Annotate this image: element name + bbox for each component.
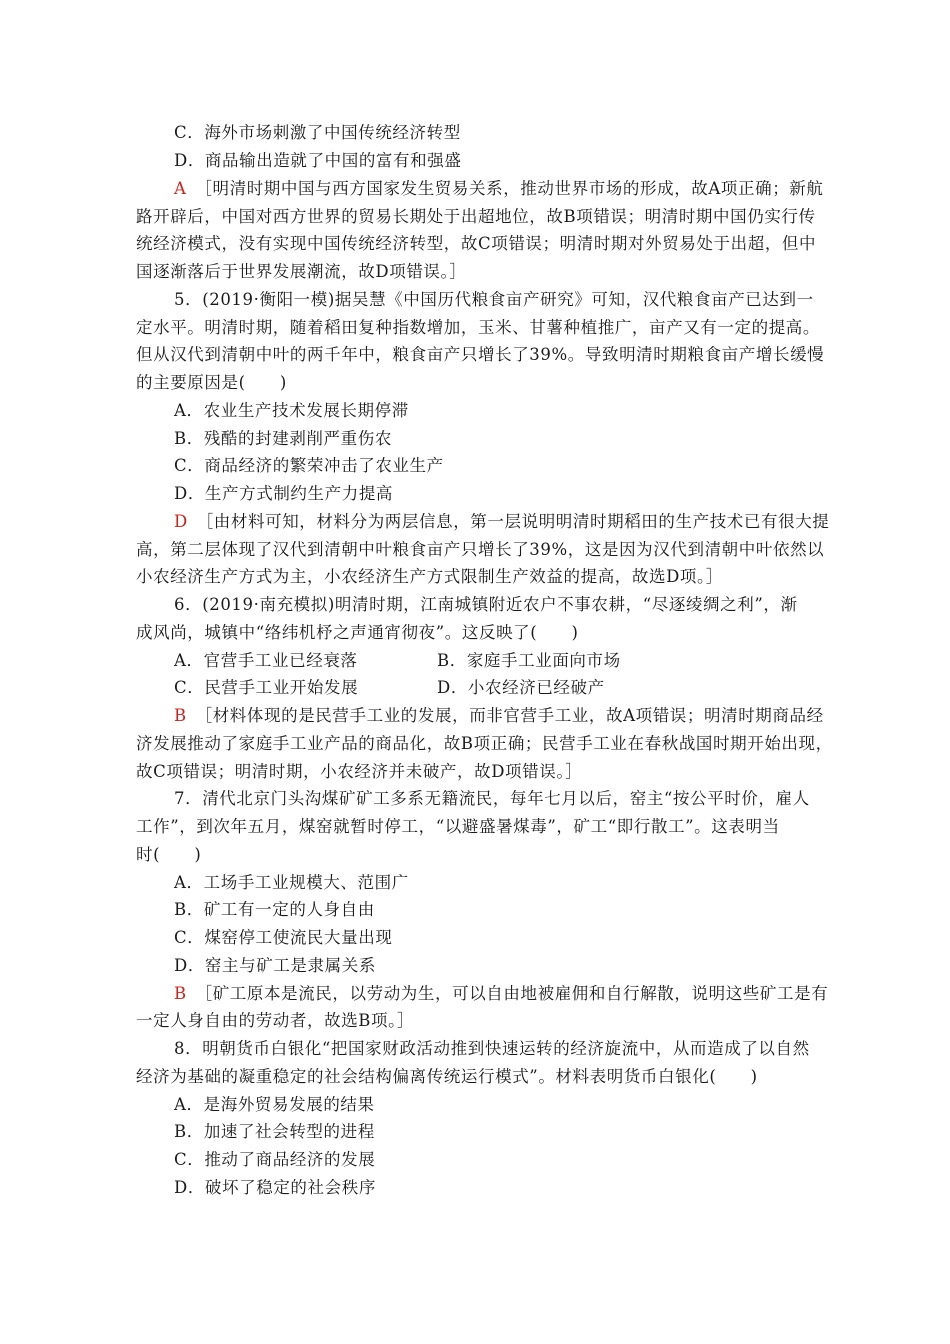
q8-option-b: B．加速了社会转型的进程 [174, 1122, 375, 1141]
q8-option-d: D．破坏了稳定的社会秩序 [174, 1178, 376, 1197]
q7-explanation-line: 一定人身自由的劳动者，故选B项。］ [136, 1011, 415, 1030]
q4-explanation-text: ［明清时期中国与西方国家发生贸易关系，推动世界市场的形成，故A项正确；新航 [203, 179, 824, 198]
q5-explanation-line: 小农经济生产方式为主，小农经济生产方式限制生产效益的提高，故选D项。］ [136, 567, 723, 586]
q7-answer: B [174, 984, 187, 1003]
q7-explanation-line [174, 984, 829, 1004]
q7-explanation-text: ［矿工原本是流民，以劳动为生，可以自由地被雇佣和自行解散，说明这些矿工是有 [203, 984, 829, 1003]
q8-option-c: C．推动了商品经济的发展 [174, 1150, 376, 1169]
q7-option-a: A．工场手工业规模大、范围广 [174, 873, 409, 892]
q5-option-d: D．生产方式制约生产力提高 [174, 484, 394, 503]
q6-stem-line: 成风尚，城镇中“络纬机杼之声通宵彻夜”。这反映了( ) [136, 623, 579, 642]
q6-explanation-line: 济发展推动了家庭手工业产品的商品化，故B项正确；民营手工业在春秋战国时期开始出现， [136, 734, 833, 753]
q5-option-c: C．商品经济的繁荣冲击了农业生产 [174, 456, 444, 475]
q7-option-d: D．窑主与矿工是隶属关系 [174, 956, 376, 975]
q6-options-row [174, 651, 816, 671]
q4-explanation-line [174, 179, 824, 199]
q6-options-row [174, 678, 816, 698]
q6-option-b: B．家庭手工业面向市场 [437, 651, 621, 670]
q6-option-a: A．官营手工业已经衰落 [174, 651, 358, 670]
q7-stem-line: 7．清代北京门头沟煤矿矿工多系无籍流民，每年七月以后，窑主“按公平时价，雇人 [174, 789, 810, 808]
q5-explanation-text: ［由材料可知，材料分为两层信息，第一层说明明清时期稻田的生产技术已有很大提 [204, 512, 830, 531]
q6-explanation-line [174, 706, 824, 726]
q5-explanation-line [174, 512, 830, 532]
q6-option-d: D．小农经济已经破产 [437, 678, 605, 697]
q4-explanation-line: 国逐渐落后于世界发展潮流，故D项错误。］ [136, 262, 467, 281]
q4-option-d: D．商品输出造就了中国的富有和强盛 [174, 151, 462, 170]
q5-stem-line: 定水平。明清时期，随着稻田复种指数增加，玉米、甘薯种植推广，亩产又有一定的提高。 [136, 318, 820, 337]
q6-option-c: C．民营手工业开始发展 [174, 678, 359, 697]
q8-stem-line: 经济为基础的凝重稳定的社会结构偏离传统运行模式”。材料表明货币白银化( ) [136, 1067, 758, 1086]
q6-answer: B [174, 706, 187, 725]
q8-stem-line: 8．明朝货币白银化“把国家财政活动推到快速运转的经济旋流中，从而造成了以自然 [174, 1039, 810, 1058]
q5-explanation-line: 高，第二层体现了汉代到清朝中叶粮食亩产只增长了39%，这是因为汉代到清朝中叶依然以 [136, 540, 825, 559]
q7-stem-line: 工作”，到次年五月，煤窑就暂时停工，“以避盛暑煤毒”，矿工“即行散工”。这表明当 [136, 817, 780, 836]
q6-stem-line: 6．(2019·南充模拟)明清时期，江南城镇附近农户不事农耕，“尽逐绫绸之利”，渐 [174, 595, 798, 614]
q7-option-c: C．煤窑停工使流民大量出现 [174, 928, 393, 947]
q4-option-c: C．海外市场刺激了中国传统经济转型 [174, 123, 461, 142]
q5-option-b: B．残酷的封建剥削严重伤农 [174, 429, 392, 448]
q5-stem-line: 5．(2019·衡阳一模)据吴慧《中国历代粮食亩产研究》可知，汉代粮食亩产已达到一 [174, 290, 814, 309]
q6-explanation-text: ［材料体现的是民营手工业的发展，而非官营手工业，故A项错误；明清时期商品经 [203, 706, 824, 725]
q7-option-b: B．矿工有一定的人身自由 [174, 900, 375, 919]
q5-answer: D [174, 512, 188, 531]
q4-explanation-line: 统经济模式，没有实现中国传统经济转型，故C项错误；明清时期对外贸易处于出超，但中 [136, 234, 817, 253]
q4-explanation-line: 路开辟后，中国对西方世界的贸易长期处于出超地位，故B项错误；明清时期中国仍实行传 [136, 207, 816, 226]
q5-stem-line: 的主要原因是( ) [136, 373, 287, 392]
q6-explanation-line: 故C项错误；明清时期，小农经济并未破产，故D项错误。］ [136, 762, 583, 781]
q7-stem-line: 时( ) [136, 845, 202, 864]
q5-stem-line: 但从汉代到清朝中叶的两千年中，粮食亩产只增长了39%。导致明清时期粮食亩产增长缓慢 [136, 345, 825, 364]
q5-option-a: A．农业生产技术发展长期停滞 [174, 401, 409, 420]
q8-option-a: A．是海外贸易发展的结果 [174, 1095, 375, 1114]
q4-answer: A [174, 179, 187, 198]
